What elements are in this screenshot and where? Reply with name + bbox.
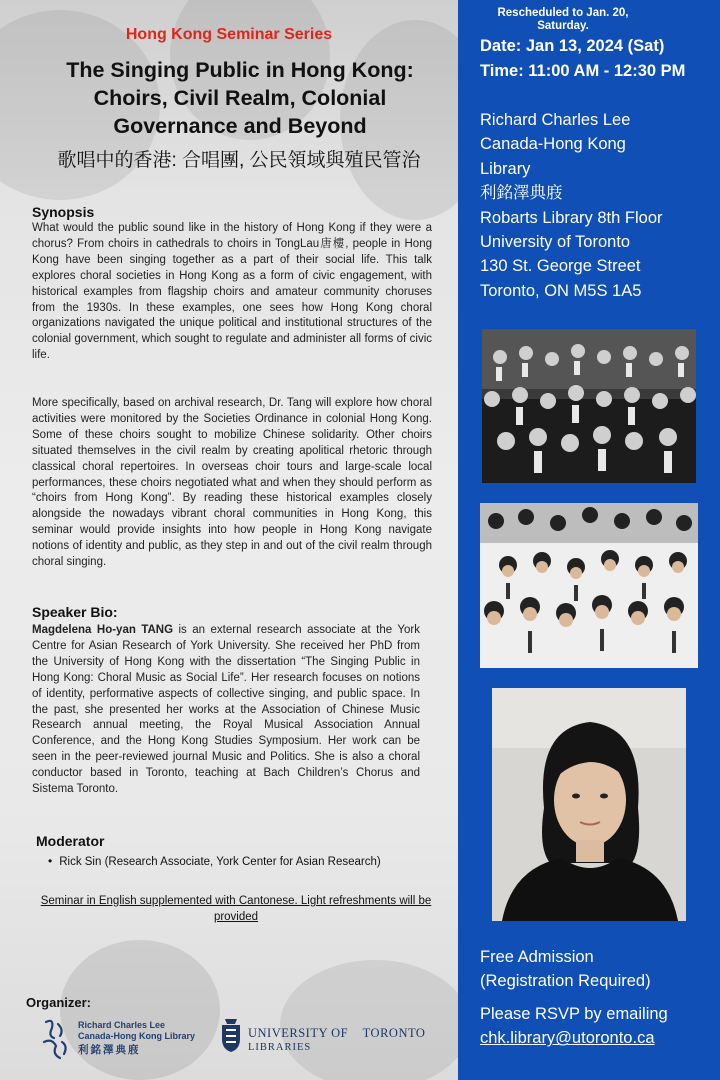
seminar-title: The Singing Public in Hong Kong: Choirs, Civil Realm, Colonial Governance and Beyond [66,58,414,138]
location-line: Richard Charles Lee [480,111,631,129]
seminar-title-chinese: 歌唱中的香港: 合唱團, 公民領域與殖民管治 [57,150,421,171]
speaker-bio-body: is an external research associate at the York Centre for Asian Research of York University. She received her PhD from the University of Hong Kong with the dissertation “The Singing Public in Hong Kong: Choral Music as Social Life”. Her research focuses on notions of identity, performative aspects of collective singing, and public space. In the past, she presented her works at the Association of Chinese Music Research annual meeting, the Royal Musical Association Annual Conference, and the Hong Kong Studies Symposium. Her work can be seen in the peer-reviewed journal Music and Politics. She is also a choral conductor based in Toronto, teaching at Bach Children’s Chorus and Sistema Toronto. [32,624,420,796]
rsvp-text: Please RSVP by emailing [480,1005,668,1023]
organizer-heading: Organizer: [26,995,92,1010]
moderator-item: • Rick Sin (Research Associate, York Center for Asian Research) [48,854,381,868]
event-date: Date: Jan 13, 2024 (Sat) [480,37,665,55]
location-line: 利銘澤典庪 [480,184,563,203]
moderator-heading: Moderator [36,833,105,849]
calligraphy-mark-icon [40,1016,72,1062]
event-location [480,108,663,303]
chk-library-name-line1: Richard Charles Lee [78,1020,166,1030]
location-line: University of Toronto [480,233,631,252]
synopsis-paragraph-1: What would the public sound like in the history of Hong Kong if they were a chorus? From choirs in cathedrals to choirs in TongLau唐樓, people in Hong Kong have been singing together as a part of their social life. This talk explores choral societies in Hong Kong as a form of civic engagement, with historical examples from flagship choirs and amateur community choruses from the 1930s. In these examples, one sees how Hong Kong choral organizations navigated the unique political and institutional structures of the colonial government, which sought to regulate and administer all forms of civic life. [32,222,432,362]
location-line: 130 St. George Street [480,257,641,276]
admission-info [480,945,651,994]
chk-library-logo [40,1014,200,1064]
choir-photo-boys [480,503,698,668]
speaker-name: Magdelena Ho-yan TANG [32,624,174,636]
uoft-libraries-logo [220,1017,435,1057]
location-line: Library [480,159,531,178]
uoft-wordmark [248,1027,425,1054]
speaker-bio-text [32,623,420,798]
speaker-portrait [492,688,686,921]
speaker-bio-heading: Speaker Bio: [32,604,118,620]
rsvp-email-link[interactable]: chk.library@utoronto.ca [480,1029,655,1048]
uoft-wordmark-university: UNIVERSITY OF [248,1026,349,1040]
uoft-crest-icon [220,1017,242,1053]
chk-library-wordmark [78,1020,195,1056]
admission-free: Free Admission [480,948,594,966]
synopsis-paragraph-2: More specifically, based on archival research, Dr. Tang will explore how choral activities were monitored by the Societies Ordinance in colonial Hong Kong. Some of these choirs sought to mobilize Chinese solidarity. Other choirs situated themselves in the civil realm by creating apolitical rhetoric through classical choral repertoires. In overseas choir tours and large-scale local performances, these choirs negotiated what and when they should perform as “choirs from Hong Kong”. By reading these historical examples closely alongside the nowadays vibrant choral communities in Hong Kong, this seminar would provide insights into how people in Hong Kong navigate notions of identity and public, as they step in and out of the civil realm through choral singing. [32,397,432,569]
uoft-wordmark-libraries: LIBRARIES [248,1042,312,1053]
location-line: Canada-Hong Kong [480,135,626,154]
chk-library-name-line2: Canada-Hong Kong Library [78,1031,196,1041]
series-label: Hong Kong Seminar Series [125,26,333,43]
admission-registration: (Registration Required) [480,972,651,991]
event-info-panel [458,0,720,1080]
chk-library-name-chinese: 利銘澤典庪 [78,1044,141,1056]
synopsis-heading: Synopsis [32,204,95,220]
rescheduled-notice: Rescheduled to Jan. 20, Saturday. [497,7,629,32]
choir-photo-blazers [482,329,696,483]
location-line: Toronto, ON M5S 1A5 [480,281,642,300]
language-refreshments-note: Seminar in English supplemented with Cantonese. Light refreshments will be provided [40,895,432,923]
rsvp-info [480,1002,668,1051]
event-time: Time: 11:00 AM - 12:30 PM [480,62,686,80]
uoft-wordmark-toronto: TORONTO [362,1026,426,1040]
moderator-list [48,854,381,868]
location-line: Robarts Library 8th Floor [480,208,663,227]
